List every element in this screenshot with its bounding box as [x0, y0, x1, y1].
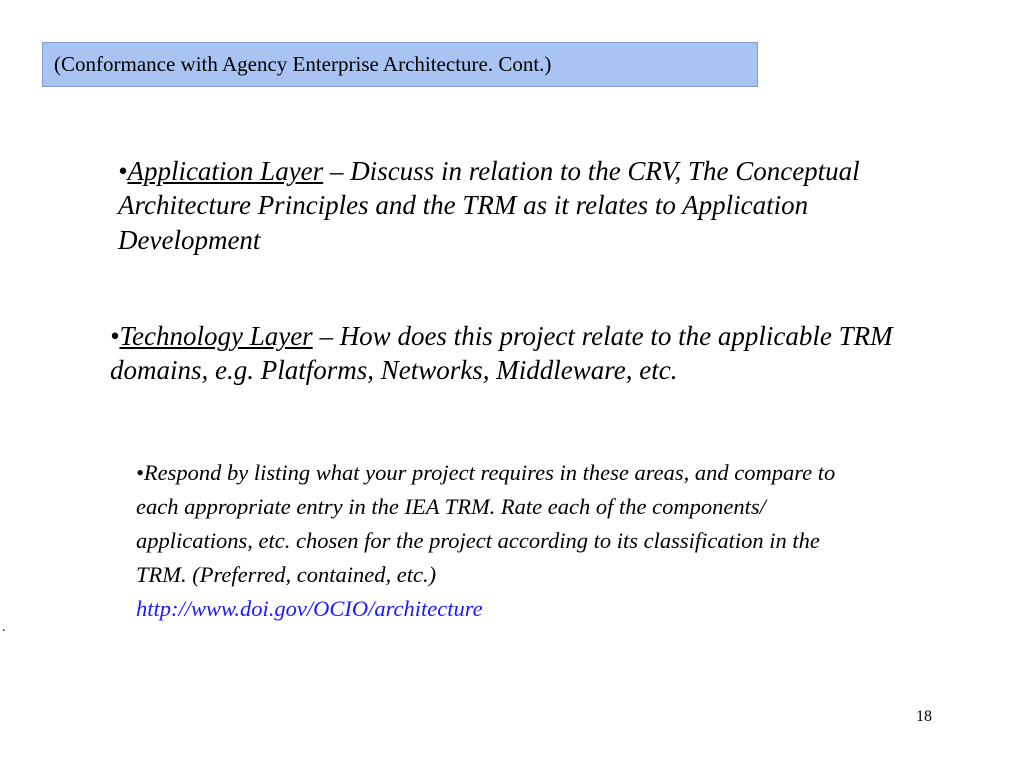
page-number: 18 — [916, 708, 932, 725]
bullet-application-layer — [118, 154, 908, 257]
bullet-term-application-layer: Application Layer — [127, 156, 324, 186]
bullet-term-technology-layer: Technology Layer — [119, 321, 313, 351]
bullet-marker: • — [118, 156, 128, 186]
bullet-technology-layer — [110, 319, 900, 388]
stray-mark: . — [2, 620, 6, 635]
architecture-link[interactable]: http://www.doi.gov/OCIO/architecture — [136, 595, 483, 621]
sub-bullet-text: Respond by listing what your project requires in these areas, and compare to each appropriate entry in the IEA TRM. Rate each of the components/ applications, etc. chosen for the project according to its classification in the TRM. (Preferred, contained, etc.) — [136, 460, 836, 587]
bullet-text-application-layer: – Discuss in relation to the CRV, The Conceptual Architecture Principles and the TRM as it relates to Application Development — [118, 156, 860, 255]
bullet-text-technology-layer: – How does this project relate to the applicable TRM domains, e.g. Platforms, Networks, Middleware, etc. — [110, 321, 893, 386]
slide-title: (Conformance with Agency Enterprise Architecture. Cont.) — [54, 52, 552, 76]
bullet-marker: • — [136, 460, 144, 485]
bullet-marker: • — [110, 321, 120, 351]
sub-bullet-respond — [136, 456, 856, 626]
slide-title-box — [42, 42, 758, 87]
